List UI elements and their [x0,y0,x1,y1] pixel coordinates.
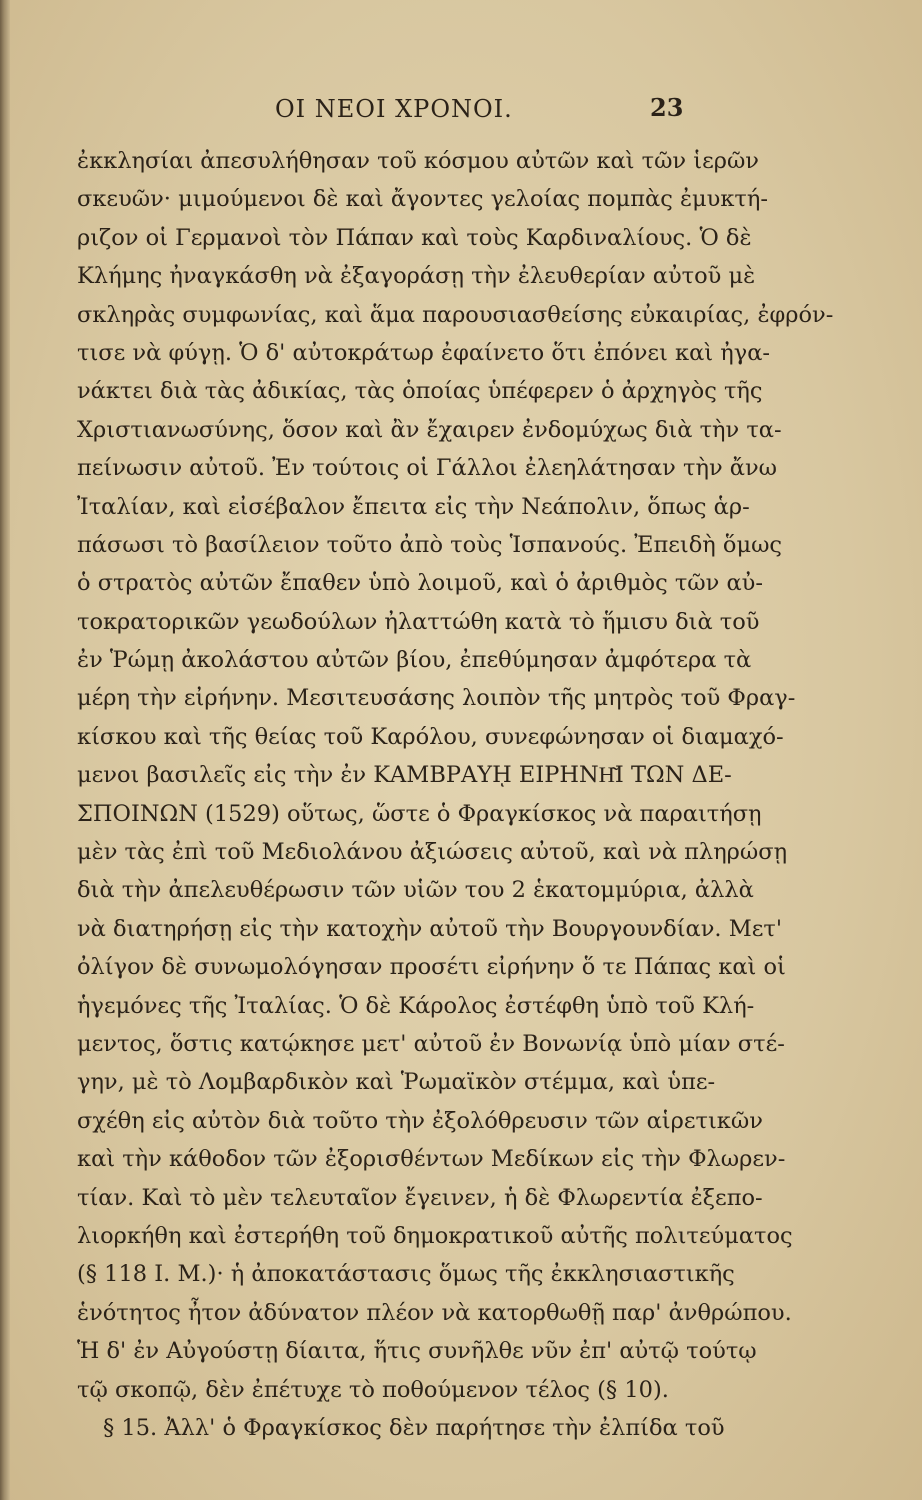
text-line: ὁ στρατὸς αὐτῶν ἔπαθεν ὑπὸ λοιμοῦ, καὶ ὁ ἀριθμὸς τῶν αὐ- [77,570,763,597]
text-line: πάσωσι τὸ βασίλειον τοῦτο ἀπὸ τοὺς Ἱσπανούς. Ἐπειδὴ ὅμως [77,531,783,558]
text-line: μὲν τὰς ἐπὶ τοῦ Μεδιολάνου ἀξιώσεις αὐτοῦ, καὶ νὰ πληρώσῃ [77,839,788,866]
text-line: ΣΠΟΙΝΩΝ (1529) οὕτως, ὥστε ὁ Φραγκίσκος νὰ παραιτήσῃ [77,800,762,827]
text-line: κίσκου καὶ τῆς θείας τοῦ Καρόλου, συνεφώνησαν οἱ διαμαχό- [77,723,784,750]
text-line: σκληρὰς συμφωνίας, καὶ ἅμα παρουσιασθείσης εὐκαιρίας, ἐφρόν- [77,301,834,328]
text-line: διὰ τὴν ἀπελευθέρωσιν τῶν υἱῶν του 2 ἑκατομμύρια, ἀλλὰ [77,877,754,904]
text-line: τοκρατορικῶν γεωδούλων ἠλαττώθη κατὰ τὸ ἥμισυ διὰ τοῦ [77,608,760,635]
text-line: ὀλίγον δὲ συνωμολόγησαν προσέτι εἰρήνην ὅ τε Πάπας καὶ οἱ [77,954,786,981]
body-text [77,142,834,1447]
text-line: μεντος, ὅστις κατῴκησε μετ' αὐτοῦ ἐν Βονωνίᾳ ὑπὸ μίαν στέ- [77,1030,785,1057]
text-line: καὶ τὴν κάθοδον τῶν ἐξορισθέντων Μεδίκων εἰς τὴν Φλωρεν- [77,1146,786,1173]
text-line: (§ 118 I. M.)· ἡ ἀποκατάστασις ὅμως τῆς ἐκκλησιαστικῆς [77,1261,735,1288]
text-line: τίαν. Καὶ τὸ μὲν τελευταῖον ἔγεινεν, ἡ δὲ Φλωρεντία ἐξεπο- [77,1184,763,1211]
running-title: ΟΙ ΝΕΟΙ ΧΡΟΝΟΙ. [275,95,513,123]
text-line: νὰ διατηρήσῃ εἰς τὴν κατοχὴν αὐτοῦ τὴν Βουργουνδίαν. Μετ' [77,915,783,942]
text-line: μέρη τὴν εἰρήνην. Μεσιτευσάσης λοιπὸν τῆς μητρὸς τοῦ Φραγ- [77,685,796,712]
page-number: 23 [650,93,684,122]
text-line: πείνωσιν αὐτοῦ. Ἐν τούτοις οἱ Γάλλοι ἐλεηλάτησαν τὴν ἄνω [77,455,777,482]
text-line: Κλήμης ἠναγκάσθη νὰ ἐξαγοράσῃ τὴν ἐλευθερίαν αὐτοῦ μὲ [77,263,756,290]
text-line: Ἡ δ' ἐν Αὐγούστῃ δίαιτα, ἥτις συνῆλθε νῦν ἐπ' αὐτῷ τούτῳ [77,1338,757,1365]
section-heading-line: § 15. Ἀλλ' ὁ Φραγκίσκος δὲν παρήτησε τὴν ἐλπίδα τοῦ [103,1414,725,1441]
text-line: τισε νὰ φύγῃ. Ὁ δ' αὐτοκράτωρ ἐφαίνετο ὅτι ἐπόνει καὶ ἠγα- [77,339,770,366]
page-header [0,95,922,135]
text-line: ἐκκλησίαι ἀπεσυλήθησαν τοῦ κόσμου αὐτῶν καὶ τῶν ἱερῶν [77,148,759,174]
text-line: Ἰταλίαν, καὶ εἰσέβαλον ἔπειτα εἰς τὴν Νεάπολιν, ὅπως ἁρ- [77,493,750,520]
text-line: νάκτει διὰ τὰς ἀδικίας, τὰς ὁποίας ὑπέφερεν ὁ ἀρχηγὸς τῆς [77,378,763,405]
text-line: γην, μὲ τὸ Λομβαρδικὸν καὶ Ῥωμαϊκὸν στέμμα, καὶ ὑπε- [77,1069,716,1096]
text-line: ἡγεμόνες τῆς Ἰταλίας. Ὁ δὲ Κάρολος ἐστέφθη ὑπὸ τοῦ Κλή- [77,992,755,1019]
text-line: σχέθη εἰς αὐτὸν διὰ τοῦτο τὴν ἐξολόθρευσιν τῶν αἱρετικῶν [77,1107,763,1134]
text-line: μενοι βασιλεῖς εἰς τὴν ἐν ΚΑΜΒΡΑΥῌ ΕΙΡΗΝΗ͂Ι ΤΩΝ ΔΕ- [77,762,732,789]
text-line: ἑνότητος ἦτον ἀδύνατον πλέον νὰ κατορθωθῇ παρ' ἀνθρώπου. [77,1299,792,1326]
page-binding-edge [0,0,10,1500]
text-line: ριζον οἱ Γερμανοὶ τὸν Πάπαν καὶ τοὺς Καρδιναλίους. Ὁ δὲ [77,224,752,251]
text-line: σκευῶν· μιμούμενοι δὲ καὶ ἄγοντες γελοίας πομπὰς ἐμυκτή- [77,186,768,213]
text-line: ἐν Ῥώμῃ ἀκολάστου αὐτῶν βίου, ἐπεθύμησαν ἀμφότερα τὰ [77,647,752,674]
text-line: Χριστιανωσύνης, ὅσον καὶ ἂν ἔχαιρεν ἐνδομύχως διὰ τὴν τα- [77,416,782,443]
text-line: τῷ σκοπῷ, δὲν ἐπέτυχε τὸ ποθούμενον τέλος (§ 10). [77,1376,669,1403]
text-line: λιορκήθη καὶ ἐστερήθη τοῦ δημοκρατικοῦ αὐτῆς πολιτεύματος [77,1222,793,1249]
